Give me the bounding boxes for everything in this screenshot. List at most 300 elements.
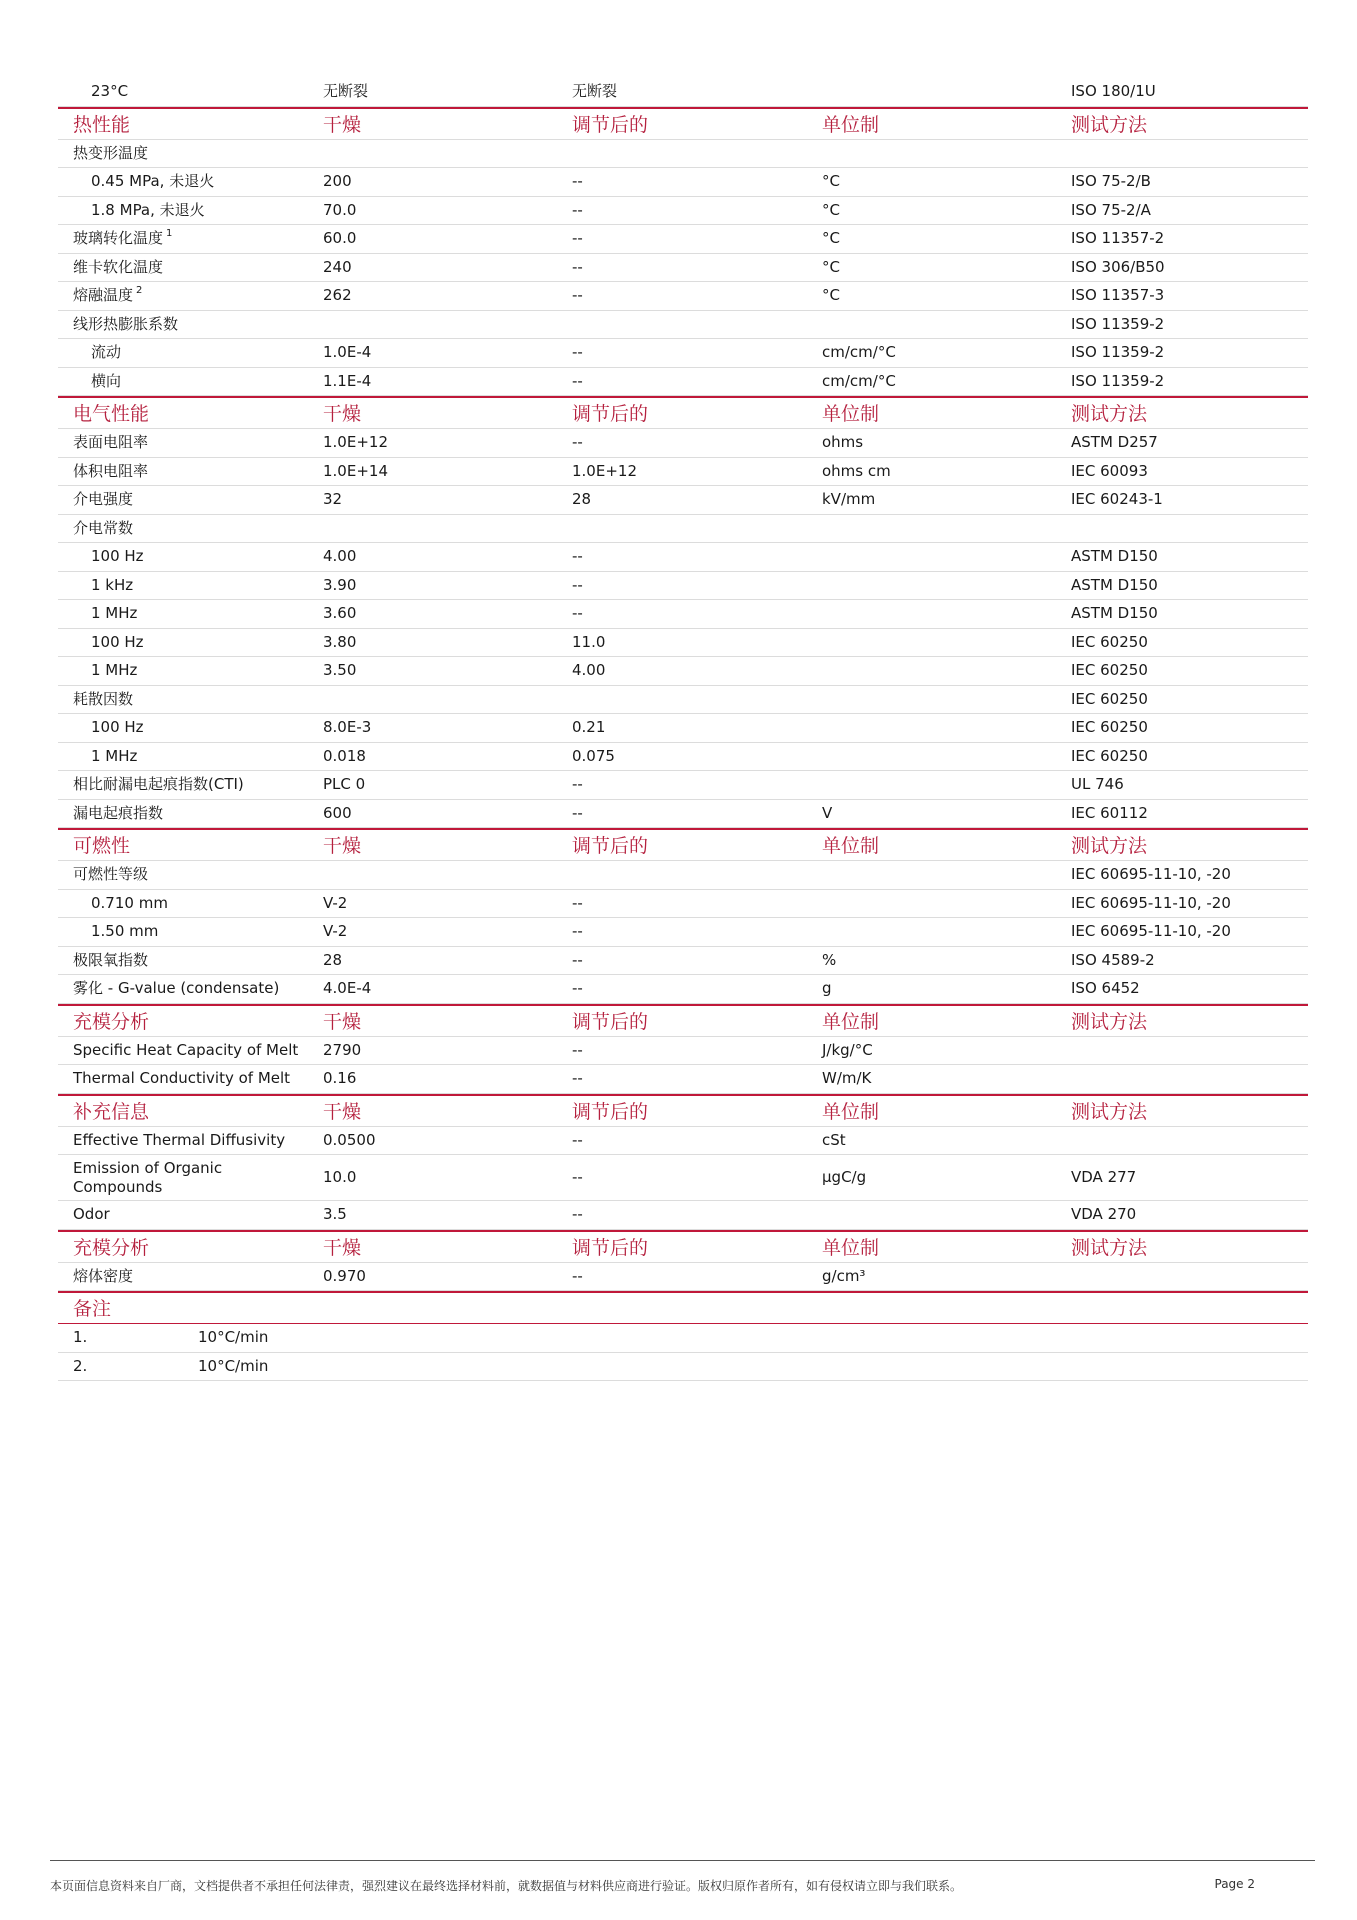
property-cell [73,1263,133,1291]
table-row [58,890,1308,919]
table-row [58,515,1308,544]
unit-cell [822,429,863,457]
section-header-cell: 测试方法 [1071,835,1148,857]
dry-value-cell-text: 3.90 [323,575,357,594]
section-header [58,1230,1308,1263]
conditioned-value-cell-text: 11.0 [572,632,606,651]
unit-cell-text: g [822,979,832,997]
table-row [58,918,1308,947]
property-cell [91,743,137,771]
property-cell [73,800,163,828]
conditioned-value-cell [572,629,605,657]
table-row [58,947,1308,976]
table-row [58,339,1308,368]
property-cell-text: 0.45 MPa, 未退火 [91,172,215,190]
test-method-cell-text: IEC 60250 [1071,661,1148,679]
table-row [58,600,1308,629]
property-cell [91,197,205,225]
property-cell-text: 介电强度 [73,490,134,508]
dry-value-cell [323,975,371,1003]
conditioned-value-cell [572,975,583,1003]
property-cell [73,254,163,282]
conditioned-value-cell [572,368,583,396]
property-cell-text: 1.50 mm [91,922,159,940]
footnote-ref: 1 [166,228,173,239]
conditioned-value-cell-text: -- [572,1266,583,1285]
table-row [58,1201,1308,1230]
unit-cell-text: °C [822,257,840,276]
conditioned-value-cell-text: 0.075 [572,746,615,765]
conditioned-value-cell-text: -- [572,604,583,622]
table-row [58,78,1308,107]
dry-value-cell-text: 3.60 [323,604,357,622]
property-cell-text: 熔体密度 [73,1266,134,1285]
conditioned-value-cell [572,1127,583,1155]
unit-cell [822,1127,846,1155]
unit-cell-text: °C [822,229,840,247]
page-number: Page 2 [1214,1877,1255,1891]
section-header-cell: 热性能 [73,113,131,136]
property-cell [73,975,279,1003]
dry-value-cell-text: 4.0E-4 [323,979,372,997]
section-header-cell: 调节后的 [572,113,649,136]
section-header-cell: 干燥 [323,835,362,857]
dry-value-cell [323,254,352,282]
test-method-cell-text: ASTM D150 [1071,547,1158,565]
section-header-cell: 充模分析 [73,1236,150,1259]
test-method-cell [1071,629,1148,657]
section-header-cell: 干燥 [323,403,362,425]
property-cell [73,861,148,889]
property-cell [73,311,178,339]
dry-value-cell-text: 32 [323,490,343,508]
section-header-cell: 调节后的 [572,835,649,857]
dry-value-cell-text: 2790 [323,1040,362,1059]
dry-value-cell [323,1155,356,1200]
table-row [58,225,1308,254]
test-method-cell-text: UL 746 [1071,775,1124,793]
table-row [58,975,1308,1004]
dry-value-cell [323,1263,366,1291]
dry-value-cell [323,1201,347,1229]
test-method-cell-text: IEC 60093 [1071,461,1148,480]
table-row [58,714,1308,743]
dry-value-cell-text: 3.50 [323,661,357,679]
property-cell-text: 体积电阻率 [73,461,149,480]
section-header-cell: 测试方法 [1071,1236,1148,1259]
conditioned-value-cell [572,486,591,514]
test-method-cell-text: IEC 60250 [1071,632,1148,651]
property-cell-text: 可燃性等级 [73,865,149,883]
conditioned-value-cell [572,800,583,828]
dry-value-cell-text: 无断裂 [323,82,369,100]
property-cell-text: 流动 [91,343,122,361]
conditioned-value-cell-text: 0.21 [572,718,606,736]
test-method-cell-text: IEC 60695-11-10, -20 [1071,922,1231,940]
dry-value-cell-text: PLC 0 [323,775,366,793]
conditioned-value-cell [572,254,583,282]
section-header [58,107,1308,140]
test-method-cell [1071,225,1164,253]
section-header [58,1094,1308,1127]
section-header-cell: 充模分析 [73,1010,150,1033]
dry-value-cell [323,918,347,946]
property-line: Compounds [73,1178,163,1196]
dry-value-cell [323,1065,356,1093]
property-cell-text: 1 kHz [91,575,134,594]
dry-value-cell [323,572,356,600]
property-cell-text: 100 Hz [91,718,144,736]
property-cell [73,429,148,457]
property-cell-text: 1 MHz [91,661,138,679]
unit-cell [822,225,840,253]
test-method-cell-text: VDA 277 [1071,1168,1137,1186]
conditioned-value-cell-text: -- [572,1168,583,1186]
notes-header [58,1291,1308,1324]
property-cell [91,168,214,196]
conditioned-value-cell-text: -- [572,803,583,822]
conditioned-value-cell-text: -- [572,343,583,361]
dry-value-cell-text: 600 [323,803,352,822]
property-cell [73,947,148,975]
conditioned-value-cell [572,429,583,457]
dry-value-cell-text: 240 [323,257,352,276]
test-method-cell-text: VDA 270 [1071,1205,1137,1223]
property-cell-text: 耗散因数 [73,689,134,708]
property-cell [73,458,148,486]
section-header-cell: 测试方法 [1071,1100,1148,1123]
conditioned-value-cell [572,339,583,367]
dry-value-cell [323,1127,376,1155]
table-row [58,368,1308,397]
dry-value-cell-text: 4.00 [323,547,357,565]
test-method-cell [1071,311,1164,339]
property-cell [73,1201,110,1229]
footer-disclaimer: 本页面信息资料来自厂商，文档提供者不承担任何法律责，强烈建议在最终选择材料前，就数据值与材料供应商进行验证。版权归原作者所有，如有侵权请立即与我们联系。 [50,1879,963,1893]
test-method-cell [1071,861,1231,889]
test-method-cell [1071,657,1148,685]
property-cell [91,368,121,396]
dry-value-cell-text: 1.0E-4 [323,343,372,361]
dry-value-cell-text: 0.018 [323,746,366,765]
dry-value-cell-text: 0.0500 [323,1130,376,1149]
section-header-cell: 补充信息 [73,1100,150,1123]
property-cell [73,1127,285,1155]
table-row [58,686,1308,715]
unit-cell [822,1155,866,1200]
test-method-cell [1071,543,1158,571]
test-method-cell [1071,486,1163,514]
conditioned-value-cell-text: -- [572,1069,583,1087]
section-header-cell: 测试方法 [1071,1010,1148,1033]
property-cell [91,78,128,106]
unit-cell [822,486,875,514]
conditioned-value-cell [572,657,605,685]
test-method-cell [1071,572,1158,600]
test-method-cell [1071,1155,1136,1200]
unit-cell-text: °C [822,172,840,190]
section-header-cell: 干燥 [323,1100,362,1123]
note-number: 1. [73,1328,88,1346]
unit-cell-text: V [822,803,833,822]
property-cell [73,1155,222,1197]
test-method-cell-text: IEC 60250 [1071,718,1148,736]
conditioned-value-cell [572,947,583,975]
property-cell-text: 表面电阻率 [73,433,149,451]
section-header-cell: 调节后的 [572,1010,649,1033]
section-header [58,396,1308,429]
dry-value-cell-text: 200 [323,172,352,190]
conditioned-value-cell [572,1155,583,1200]
dry-value-cell-text: 10.0 [323,1168,357,1186]
table-row [58,486,1308,515]
conditioned-value-cell-text: -- [572,1205,583,1223]
property-cell-text: 熔融温度 [73,286,134,304]
page-footer [50,1860,1315,1893]
dry-value-cell-text: 1.0E+12 [323,433,388,451]
properties-table [58,78,1308,1381]
notes-title: 备注 [73,1298,112,1320]
test-method-cell-text: ISO 11357-3 [1071,286,1165,304]
conditioned-value-cell-text: -- [572,286,583,304]
note-text: 10°C/min [198,1328,269,1346]
property-cell [91,657,137,685]
conditioned-value-cell-text: 1.0E+12 [572,461,637,480]
table-row [58,1155,1308,1201]
dry-value-cell [323,657,356,685]
section-header-cell: 单位制 [822,1100,880,1123]
test-method-cell-text: ISO 6452 [1071,979,1140,997]
unit-cell-text: g/cm³ [822,1266,866,1285]
conditioned-value-cell [572,714,605,742]
dry-value-cell-text: 8.0E-3 [323,718,372,736]
conditioned-value-cell [572,1065,583,1093]
section-header-cell: 单位制 [822,835,880,857]
dry-value-cell-text: 3.80 [323,632,357,651]
property-cell [91,714,144,742]
unit-cell-text: µgC/g [822,1168,867,1186]
section-header-cell: 单位制 [822,403,880,425]
table-row [58,800,1308,829]
unit-cell [822,368,896,396]
unit-cell [822,168,840,196]
test-method-cell [1071,975,1140,1003]
test-method-cell-text: IEC 60243-1 [1071,490,1163,508]
table-row [58,572,1308,601]
conditioned-value-cell [572,225,583,253]
table-row [58,311,1308,340]
unit-cell-text: cm/cm/°C [822,371,896,390]
property-cell [91,629,144,657]
dry-value-cell [323,771,365,799]
section-header-cell: 调节后的 [572,403,649,425]
test-method-cell-text: ISO 11357-2 [1071,229,1165,247]
unit-cell-text: % [822,950,837,969]
test-method-cell-text: ASTM D257 [1071,433,1158,451]
conditioned-value-cell-text: 28 [572,490,592,508]
unit-cell [822,197,840,225]
test-method-cell [1071,1201,1136,1229]
property-cell [91,600,137,628]
table-row [58,657,1308,686]
conditioned-value-cell-text: -- [572,950,583,969]
dry-value-cell-text: 262 [323,286,352,304]
section-header-cell: 干燥 [323,1236,362,1259]
conditioned-value-cell [572,78,617,106]
unit-cell-text: °C [822,200,840,219]
dry-value-cell-text: 3.5 [323,1205,347,1223]
unit-cell-text: cSt [822,1130,846,1149]
test-method-cell-text: ISO 11359-2 [1071,314,1165,333]
test-method-cell [1071,458,1148,486]
table-row [58,629,1308,658]
conditioned-value-cell-text: -- [572,922,583,940]
section-header-cell: 测试方法 [1071,403,1148,425]
dry-value-cell-text: 70.0 [323,200,357,219]
table-row [58,254,1308,283]
dry-value-cell [323,339,371,367]
unit-cell-text: ohms [822,433,864,451]
test-method-cell-text: ASTM D150 [1071,604,1158,622]
dry-value-cell [323,629,356,657]
test-method-cell-text: IEC 60695-11-10, -20 [1071,893,1231,912]
unit-cell [822,1263,865,1291]
conditioned-value-cell-text: -- [572,979,583,997]
test-method-cell [1071,368,1164,396]
conditioned-value-cell [572,1263,583,1291]
dry-value-cell [323,890,347,918]
dry-value-cell-text: 0.970 [323,1266,366,1285]
test-method-cell [1071,429,1158,457]
table-row [58,1127,1308,1156]
table-row [58,543,1308,572]
note-text: 10°C/min [198,1356,269,1375]
unit-cell [822,1037,873,1065]
conditioned-value-cell-text: -- [572,547,583,565]
property-cell-text: 1 MHz [91,746,138,765]
property-cell-text: 线形热膨胀系数 [73,314,179,333]
conditioned-value-cell [572,890,583,918]
dry-value-cell [323,1037,361,1065]
conditioned-value-cell-text: 4.00 [572,661,606,679]
unit-cell [822,458,891,486]
note-number: 2. [73,1356,88,1375]
conditioned-value-cell-text: -- [572,893,583,912]
property-cell-text: 1 MHz [91,604,138,622]
property-cell [91,543,144,571]
test-method-cell [1071,78,1156,106]
conditioned-value-cell [572,168,583,196]
test-method-cell [1071,743,1148,771]
property-cell [73,771,244,799]
unit-cell [822,947,836,975]
conditioned-value-cell [572,771,583,799]
conditioned-value-cell [572,282,583,310]
property-cell [73,282,142,312]
unit-cell-text: J/kg/°C [822,1040,873,1059]
table-row [58,1263,1308,1292]
property-cell [91,890,168,918]
dry-value-cell-text: 1.1E-4 [323,371,372,390]
conditioned-value-cell [572,743,615,771]
dry-value-cell [323,282,352,310]
property-cell-text: 极限氧指数 [73,950,149,969]
table-row [58,1037,1308,1066]
test-method-cell-text: ISO 11359-2 [1071,343,1165,361]
section-header-cell: 电气性能 [73,403,150,425]
table-row [58,1065,1308,1094]
conditioned-value-cell [572,197,583,225]
conditioned-value-cell-text: -- [572,172,583,190]
unit-cell-text: W/m/K [822,1069,872,1087]
table-row [58,140,1308,169]
property-cell [73,1065,290,1093]
dry-value-cell [323,429,388,457]
conditioned-value-cell-text: -- [572,575,583,594]
unit-cell [822,339,896,367]
property-cell-text: 维卡软化温度 [73,257,164,276]
test-method-cell-text: ISO 11359-2 [1071,371,1165,390]
test-method-cell [1071,197,1151,225]
property-cell-text: 玻璃转化温度 [73,229,164,247]
test-method-cell-text: ASTM D150 [1071,575,1158,594]
property-cell [91,572,133,600]
property-cell-text: 漏电起痕指数 [73,803,164,822]
test-method-cell-text: IEC 60250 [1071,689,1148,708]
dry-value-cell [323,168,352,196]
conditioned-value-cell [572,543,583,571]
conditioned-value-cell [572,918,583,946]
property-cell-text: Odor [73,1205,110,1223]
section-header-cell: 单位制 [822,113,880,136]
property-cell-text: 热变形温度 [73,143,149,162]
conditioned-value-cell [572,458,637,486]
dry-value-cell [323,368,371,396]
property-cell [73,686,133,714]
property-cell-text: 100 Hz [91,632,144,651]
test-method-cell [1071,918,1231,946]
conditioned-value-cell [572,1037,583,1065]
property-cell [73,225,172,255]
test-method-cell [1071,800,1148,828]
test-method-cell [1071,339,1164,367]
conditioned-value-cell-text: 无断裂 [572,82,618,100]
property-cell [73,515,133,543]
conditioned-value-cell-text: -- [572,229,583,247]
section-header-cell: 干燥 [323,113,362,136]
property-cell-text: 雾化 - G-value (condensate) [73,979,280,997]
conditioned-value-cell [572,572,583,600]
dry-value-cell [323,600,356,628]
dry-value-cell [323,197,356,225]
conditioned-value-cell [572,600,583,628]
dry-value-cell [323,78,368,106]
table-row [58,861,1308,890]
test-method-cell-text: ISO 306/B50 [1071,257,1165,276]
property-cell-text: 介电常数 [73,518,134,537]
unit-cell-text: °C [822,286,840,304]
conditioned-value-cell-text: -- [572,257,583,276]
unit-cell-text: kV/mm [822,490,876,508]
unit-cell [822,254,840,282]
conditioned-value-cell [572,1201,583,1229]
test-method-cell-text: ISO 180/1U [1071,82,1156,100]
dry-value-cell [323,486,342,514]
table-row [58,771,1308,800]
unit-cell [822,282,840,310]
dry-value-cell [323,543,356,571]
unit-cell-text: cm/cm/°C [822,343,896,361]
